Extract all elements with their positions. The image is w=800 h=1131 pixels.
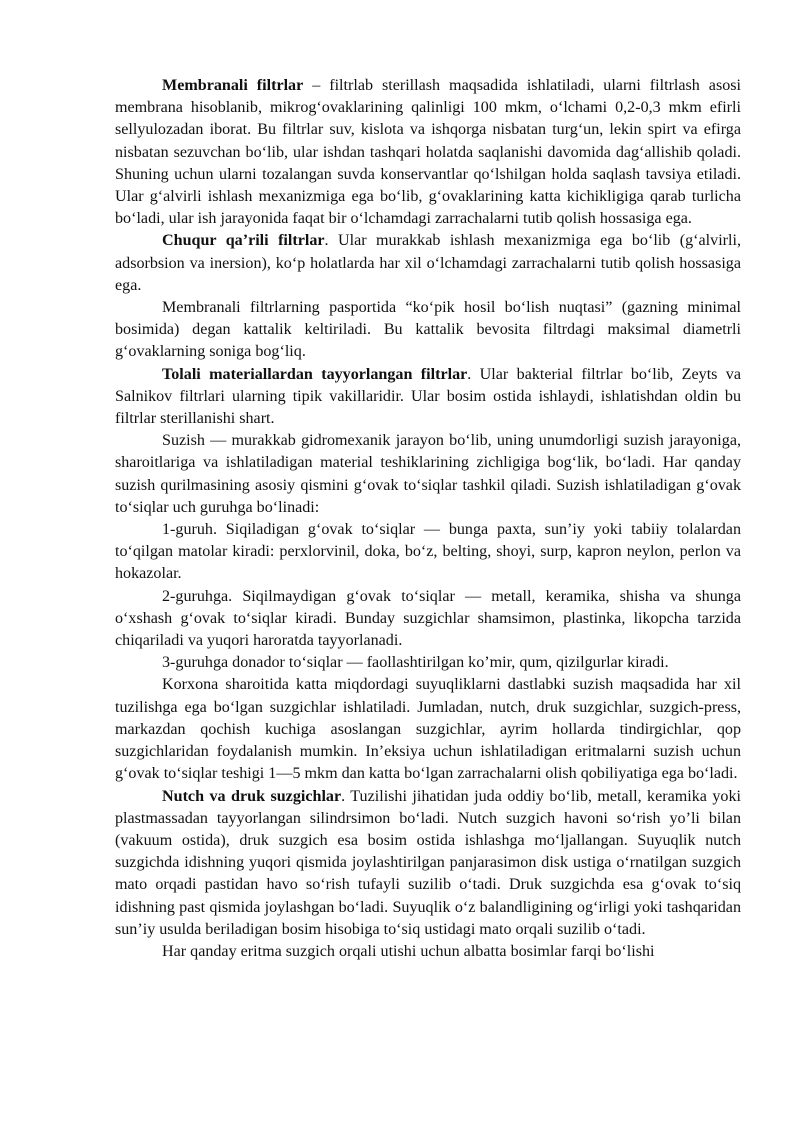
paragraph-fiber-filters [115,364,741,431]
paragraph-group-3 [115,652,741,674]
paragraph-text: 2-guruhga. Siqilmaydigan g‘ovak to‘siqlar — metall, keramika, shisha va shunga o‘xshash g‘ovak to‘siqlar kiradi. Bunday suzgichlar shamsimon, plastinka, likopcha tarzida chiqariladi va yuqori haroratda tayyorlanadi. [115,587,741,650]
paragraph-text: 1-guruh. Siqiladigan g‘ovak to‘siqlar — bunga paxta, sun’iy yoki tabiiy tolalardan to‘qilgan matolar kiradi: perxlorvinil, doka, bo‘z, belting, shoyi, surp, kapron neylon, perlon va hokazolar. [115,521,741,583]
paragraph-text: . Tuzilishi jihatidan juda oddiy bo‘lib, metall, keramika yoki plastmassadan tayyorlangan silindrsimon bo‘ladi. Nutch suzgich havoni so‘rish yo’li bilan (vakuum ostida), druk suzgich esa bosim ostida ishlashga mo‘ljallangan. Suyuqlik nutch suzgichda idishning yuqori qismida joylashtirilgan panjarasimon disk ustiga o‘rnatilgan suzgich mato orqadi pastidan havo so‘rish tufayli suzilib o‘tadi. Druk suzgichda esa g‘ovak to‘siq idishning past qismida joylashgan bo‘ladi. Suyuqlik o‘z balandligining og‘irligi yoki tashqaridan sun’iy usulda beriladigan bosim hisobiga to‘siq ustidagi mato orqali suzilib o‘tadi. [115,787,741,938]
paragraph-text: . Ular murakkab ishlash mexanizmiga ega bo‘lib (g‘alvirli, adsorbsion va inersion), ko‘p holatlarda har xil o‘lchamdagi zarrachalarni tutib qolish hossasiga ega. [115,232,741,294]
heading-deep-bed-filters: Chuqur qa’rili filtrlar [162,232,325,250]
document-page [115,75,741,963]
paragraph-nutsche-druk-filters [115,786,741,941]
paragraph-text: – filtrlab sterillash maqsadida ishlatiladi, ularni filtrlash asosi membrana hisoblanib, mikrog‘ovaklarining qalinligi 100 mkm, o‘lchami 0,2-0,3 mkm efirli sellyulozadan iborat. Bu filtrlar suv, kislota va ishqorga nisbatan turg‘un, lekin spirt va efirga nisbatan sezuvchan bo‘lib, ular ishdan tashqari holatda saqlanishi davomida dag‘allishib qoladi. Shuning uchun ularni tozalangan suvda konservantlar qo‘lshilgan holda saqlash tavsiya etiladi. Ular g‘alvirli ishlash mexanizmiga ega bo‘lib, g‘ovaklarining katta kichikligiga qarab turlicha bo‘ladi, ular ish jarayonida faqat bir o‘lchamdagi zarrachalarni tutib qolish hossasiga ega. [115,77,741,228]
paragraph-group-2 [115,586,741,653]
paragraph-group-1 [115,519,741,586]
paragraph-pressure-difference [115,941,741,963]
paragraph-deep-bed-filters [115,230,741,297]
heading-fiber-filters: Tolali materiallardan tayyorlangan filtrlar [162,365,468,383]
paragraph-text: . Ular bakterial filtrlar bo‘lib, Zeyts va Salnikov filtrlari ularning tipik vakillaridir. Ular bosim ostida ishlaydi, ishlatishdan oldin bu filtrlar sterillanishi shart. [115,365,742,428]
paragraph-text: Membranali filtrlarning pasportida “ko‘pik hosil bo‘lish nuqtasi” (gazning minimal bosimida) degan kattalik keltiriladi. Bu kattalik bevosita filtrdagi maksimal diametrli g‘ovaklarning soniga bog‘liq. [115,299,741,361]
paragraph-filtration-process [115,430,741,519]
paragraph-membrane-filters [115,75,741,230]
paragraph-text: Korxona sharoitida katta miqdordagi suyuqliklarni dastlabki suzish maqsadida har xil tuzilishga ega bo‘lgan suzgichlar ishlatiladi. Jumladan, nutch, druk suzgichlar, suzgich-press, markazdan qochish kuchiga asoslangan suzgichlar, ayrim hollarda tindirgichlar, qop suzgichlaridan foydalanish mumkin. In’eksiya uchun ishlatiladigan eritmalarni suzish uchun g‘ovak to‘siqlar teshigi 1—5 mkm dan katta bo‘lgan zarrachalarni olish qobiliyatiga ega bo‘ladi. [115,676,741,783]
paragraph-industrial-filters [115,674,741,785]
paragraph-bubble-point [115,297,741,364]
heading-membrane-filters: Membranali filtrlar [162,77,304,94]
heading-nutsche-druk-filters: Nutch va druk suzgichlar [162,787,342,805]
paragraph-text: Har qanday eritma suzgich orqali utishi uchun albatta bosimlar farqi bo‘lishi [162,942,655,960]
paragraph-text: 3-guruhga donador to‘siqlar — faollashtirilgan ko’mir, qum, qizilgurlar kiradi. [162,654,669,672]
paragraph-text: Suzish — murakkab gidromexanik jarayon bo‘lib, uning unumdorligi suzish jarayoniga, sharoitlariga va ishlatiladigan material teshiklarining zichligiga bog‘lik, bo‘ladi. Har qanday suzish qurilmasining asosiy qismini g‘ovak to‘siqlar tashkil qiladi. Suzish ishlatiladigan g‘ovak to‘siqlar uch guruhga bo‘linadi: [115,432,741,516]
